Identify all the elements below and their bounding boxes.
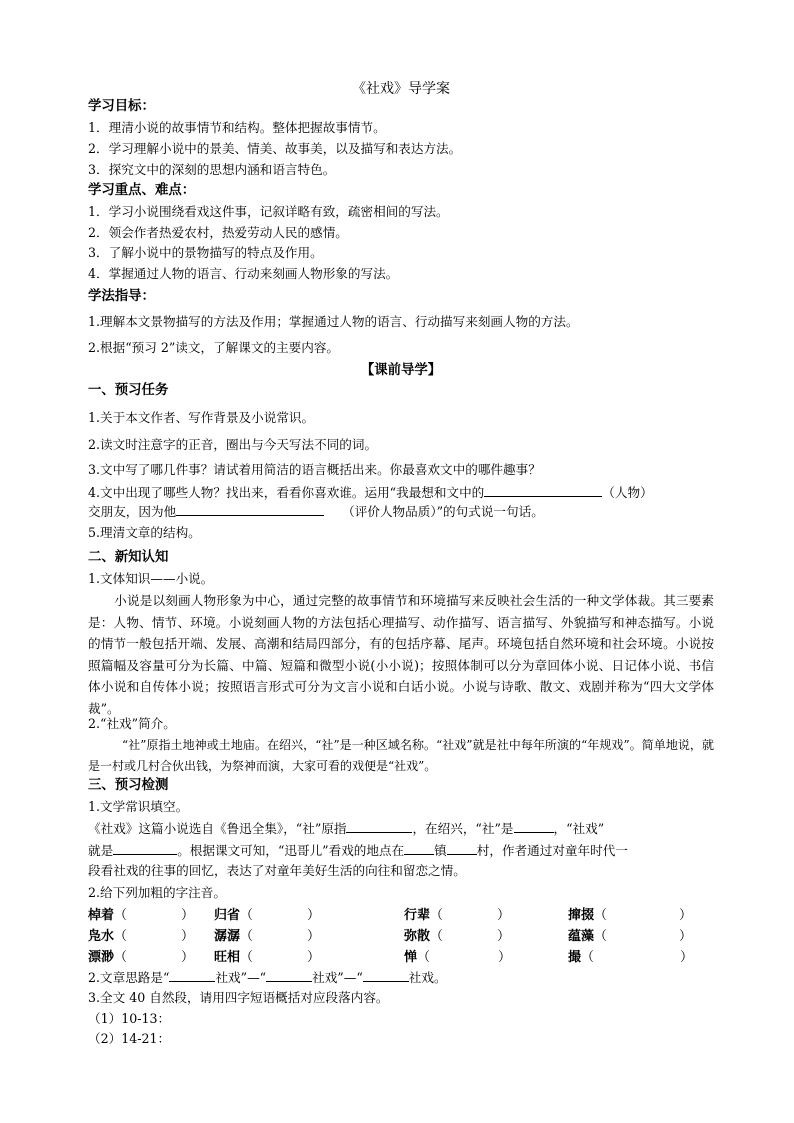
check-sub: 1.文学常识填空。 <box>88 799 189 814</box>
task-item: 1.关于本文作者、写作背景及小说常识。 <box>88 410 315 425</box>
keypoint-item: 3．了解小说中的景物描写的特点及作用。 <box>88 245 323 260</box>
pinyin-cell: 撮（ ） <box>568 950 694 965</box>
outline-text: 社戏”—“ <box>312 970 363 985</box>
fill-line-1 <box>88 819 604 838</box>
method-heading: 学法指导： <box>88 288 155 304</box>
fill-blank[interactable] <box>113 841 177 855</box>
check-sub: 3.全文 40 自然段，请用四字短语概括对应段落内容。 <box>88 990 389 1005</box>
fill-blank[interactable] <box>266 968 312 982</box>
fill-line-3: 段看社戏的往事的回忆，表达了对童年美好生活的向往和留恋之情。 <box>88 863 466 878</box>
fill-line-2 <box>88 841 628 860</box>
paragraph-range: （1）10-13： <box>88 1011 171 1026</box>
fill-blank[interactable] <box>363 968 409 982</box>
pinyin-cell: 潺潺（ ） <box>214 929 321 944</box>
fill-blank[interactable] <box>346 819 412 833</box>
pinyin-cell: 撺掇（ ） <box>568 908 693 923</box>
task-item: 2.读文时注意字的正音，圈出与今天写法不同的词。 <box>88 437 378 452</box>
pinyin-cell: 行辈（ ） <box>404 908 511 923</box>
pinyin-cell: 惮（ ） <box>404 950 512 965</box>
pinyin-cell: 蕴藻（ ） <box>568 929 693 944</box>
method-item: 1.理解本文景物描写的方法及作用；掌握通过人物的语言、行动描写来刻画人物的方法。 <box>88 314 579 329</box>
objectives-heading: 学习目标： <box>88 98 155 114</box>
outline-line <box>88 968 447 987</box>
objective-item: 1．理清小说的故事情节和结构。整体把握故事情节。 <box>88 120 386 135</box>
task-item-4-cont <box>88 502 544 521</box>
task-item-text: 交朋友，因为他 <box>88 504 177 519</box>
shexi-paragraph-text: “社”原指土地神或土地庙。在绍兴，“社”是一种区域名称。“社戏”就是社中每年所演的“年规戏”。简单地说，就是一村或几村合伙出钱，为祭神而演，大家可看的戏便是“社戏”。 <box>88 738 714 773</box>
fill-text: 就是 <box>88 843 114 858</box>
pinyin-cell: 棹着（ ） <box>88 908 195 923</box>
pinyin-row <box>88 904 714 924</box>
fill-text: ，“社戏” <box>553 821 605 836</box>
task-item-text: （评价人物品质）”的句式说一句话。 <box>342 504 544 519</box>
task-item-4 <box>88 483 653 502</box>
fill-blank[interactable] <box>514 819 554 833</box>
pinyin-cell: 归省（ ） <box>214 908 321 923</box>
novel-paragraph-text: 小说是以刻画人物形象为中心，通过完整的故事情节和环境描写来反映社会生活的一种文学体裁。其三要素是：人物、情节、环境。小说刻画人物的方法包括心理描写、动作描写、语言描写、外貌描写和神态描写。小说的情节一般包括开端、发展、高潮和结局四部分，有的包括序幕、尾声。环境包括自然环境和社会环境。小说按照篇幅及容量可分为长篇、中篇、短篇和微型小说(小小说)；按照体制可以分为章回体小说、日记体小说、书信体小说和自传体小说；按照语言形式可分为文言小说和白话小说。小说与诗歌、散文、戏剧并称为“四大文学体裁”。 <box>88 593 714 716</box>
objective-item: 2．学习理解小说中的景美、情美、故事美，以及描写和表达方法。 <box>88 141 462 156</box>
pinyin-cell: 弥散（ ） <box>404 929 511 944</box>
outline-text: 2.文章思路是“ <box>88 970 170 985</box>
knowledge-heading: 二、新知认知 <box>88 549 169 565</box>
fill-text: 。根据课文可知，“迅哥儿”看戏的地点在 <box>177 843 405 858</box>
task-item-text: （人物） <box>602 485 653 500</box>
shexi-paragraph <box>88 735 714 777</box>
keypoint-item: 2．领会作者热爱农村，热爱劳动人民的感情。 <box>88 225 348 240</box>
quality-blank[interactable] <box>176 502 324 516</box>
outline-text: 社戏。 <box>408 970 447 985</box>
knowledge-sub: 2.“社戏”简介。 <box>88 716 176 731</box>
fill-blank[interactable] <box>169 968 215 982</box>
task-item: 5.理清文章的结构。 <box>88 525 201 540</box>
method-item: 2.根据“预习 2”读文，了解课文的主要内容。 <box>88 340 340 355</box>
pinyin-cell: 凫水（ ） <box>88 929 195 944</box>
pinyin-row <box>88 946 714 966</box>
fill-blank[interactable] <box>447 841 477 855</box>
keypoints-heading: 学习重点、难点： <box>88 182 196 198</box>
check-sub: 2.给下列加粗的字注音。 <box>88 885 226 900</box>
pinyin-cell: 旺相（ ） <box>214 950 321 965</box>
keypoint-item: 4．掌握通过人物的语言、行动来刻画人物形象的写法。 <box>88 266 399 281</box>
check-heading: 三、预习检测 <box>88 777 169 793</box>
fill-text: 镇 <box>434 843 447 858</box>
novel-paragraph <box>88 590 714 719</box>
keypoint-item: 1．学习小说围绕看戏这件事，记叙详略有致，疏密相间的写法。 <box>88 204 449 219</box>
pinyin-row <box>88 925 714 945</box>
person-blank[interactable] <box>484 483 602 497</box>
task-heading: 一、预习任务 <box>88 382 169 398</box>
outline-text: 社戏”—“ <box>215 970 267 985</box>
page-title: 《社戏》导学案 <box>352 81 450 97</box>
fill-text: 村，作者通过对童年时代一 <box>476 843 628 858</box>
fill-text: ，在绍兴，“社”是 <box>412 821 514 836</box>
preclass-heading: 【课前导学】 <box>360 362 442 378</box>
paragraph-range: （2）14-21： <box>88 1031 171 1046</box>
task-item: 3.文中写了哪几件事？请试着用简洁的语言概括出来。你最喜欢文中的哪件趣事？ <box>88 462 541 477</box>
knowledge-sub: 1.文体知识——小说。 <box>88 571 214 586</box>
objective-item: 3．探究文中的深刻的思想内涵和语言特色。 <box>88 162 336 177</box>
fill-blank[interactable] <box>404 841 434 855</box>
task-item-text: 4.文中出现了哪些人物？找出来，看看你喜欢谁。运用“我最想和文中的 <box>88 485 485 500</box>
fill-text: 《社戏》这篇小说选自《鲁迅全集》，“社”原指 <box>88 821 347 836</box>
pinyin-cell: 漂渺（ ） <box>88 950 195 965</box>
